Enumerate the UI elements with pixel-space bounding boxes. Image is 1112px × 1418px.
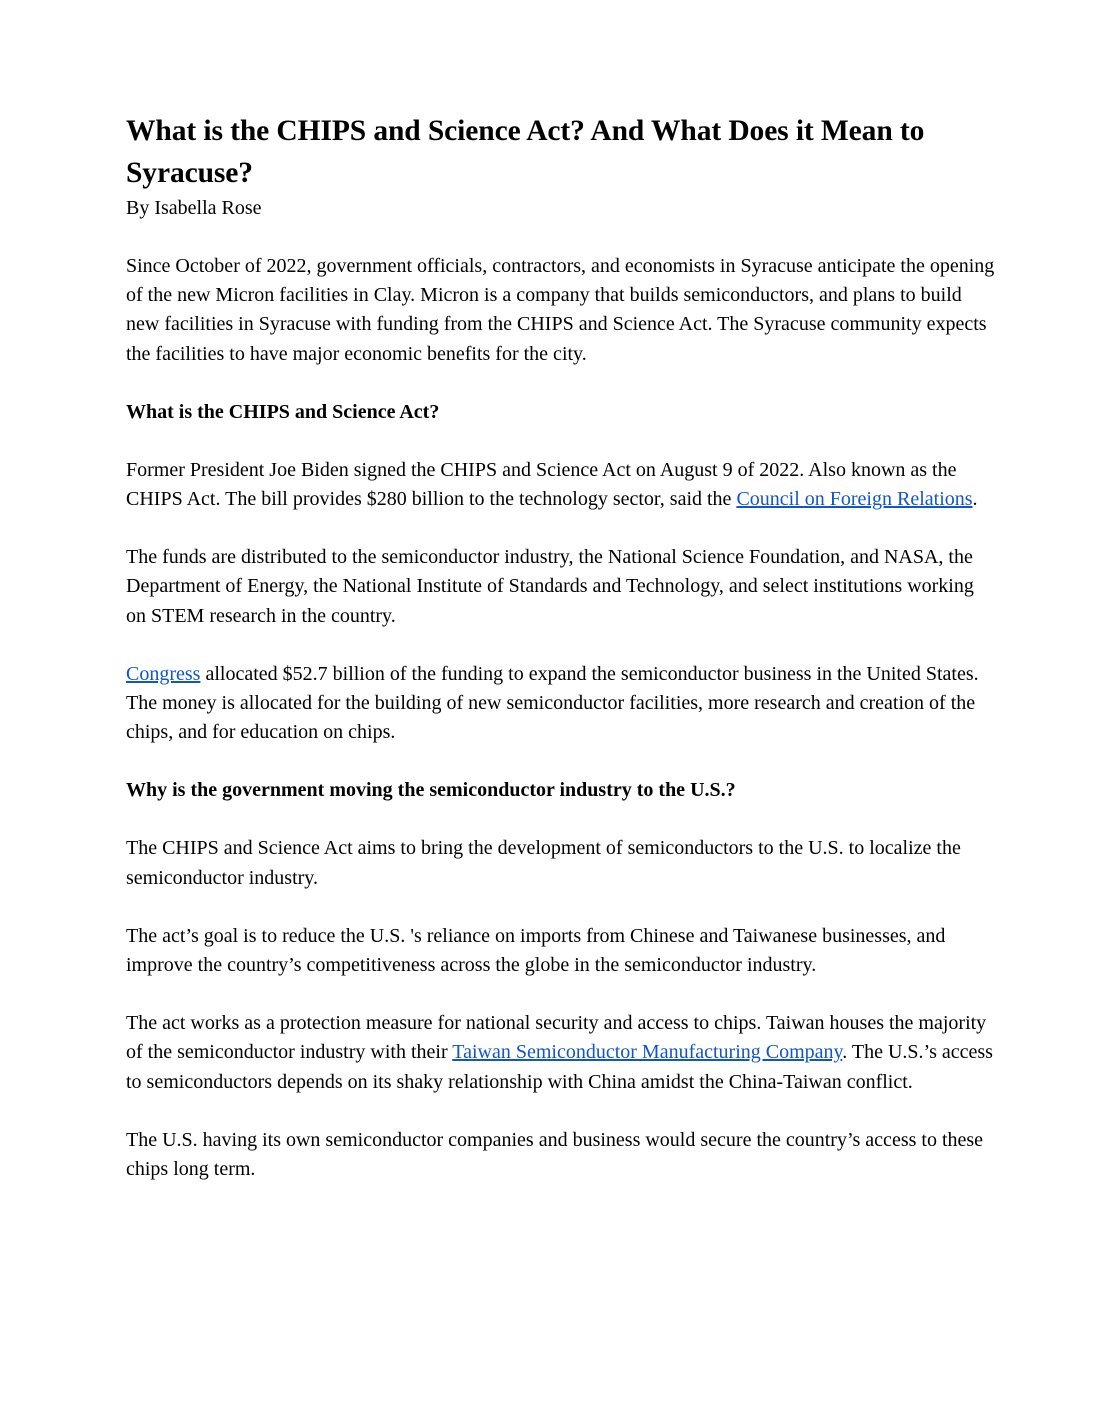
paragraph-act-goal: The act’s goal is to reduce the U.S. 's reliance on imports from Chinese and Taiwanese businesses, and improve the country’s competitiveness across the globe in the semiconductor industry. <box>126 924 946 977</box>
paragraph-congress-allocated <box>126 660 996 748</box>
spacer <box>126 631 996 660</box>
paragraph-national-security <box>126 1009 996 1097</box>
spacer <box>126 805 996 834</box>
paragraph-long-term: The U.S. having its own semiconductor companies and business would secure the country’s access to these chips long term. <box>126 1128 984 1181</box>
section-heading-chips-act: What is the CHIPS and Science Act? <box>126 400 440 423</box>
spacer <box>126 369 996 398</box>
article-byline: By Isabella Rose <box>126 197 262 219</box>
paragraph-text: Former President Joe Biden signed the CHIPS and Science Act on August 9 of 2022. Also known as the CHIPS Act. The bill provides $280 billion to the technology sector, said the <box>126 458 957 511</box>
paragraph-text: The act works as a protection measure for national security and access to chips. Taiwan houses the majority of the semiconductor industry with their <box>126 1012 987 1064</box>
spacer <box>126 893 996 922</box>
spacer <box>126 514 996 543</box>
link-tsmc[interactable]: Taiwan Semiconductor Manufacturing Company <box>452 1041 843 1064</box>
paragraph-text: . <box>972 488 978 511</box>
paragraph-funds-distributed: The funds are distributed to the semiconductor industry, the National Science Foundation, and NASA, the Department of Energy, the National Institute of Standards and Technology, and select institutions working on STEM research in the country. <box>126 546 974 627</box>
spacer <box>126 223 996 252</box>
link-congress[interactable]: Congress <box>126 662 201 685</box>
paragraph-biden-signed <box>126 456 996 514</box>
paragraph-text: . The U.S.’s access to semiconductors depends on its shaky relationship with China amidst the China-Taiwan conflict. <box>126 1041 993 1093</box>
document-page <box>126 110 996 1184</box>
section-heading-why-move: Why is the government moving the semiconductor industry to the U.S.? <box>126 779 736 802</box>
intro-paragraph: Since October of 2022, government officials, contractors, and economists in Syracuse anticipate the opening of the new Micron facilities in Clay. Micron is a company that builds semiconductors, and plans to build new facilities in Syracuse with funding from the CHIPS and Science Act. The Syracuse community expects the facilities to have major economic benefits for the city. <box>126 255 995 365</box>
spacer <box>126 427 996 456</box>
spacer <box>126 1097 996 1126</box>
article-title: What is the CHIPS and Science Act? And What Does it Mean to Syracuse? <box>126 115 925 189</box>
paragraph-localize: The CHIPS and Science Act aims to bring the development of semiconductors to the U.S. to localize the semiconductor industry. <box>126 837 961 889</box>
paragraph-text: allocated $52.7 billion of the funding to expand the semiconductor business in the United States. The money is allocated for the building of new semiconductor facilities, more research and creation of the chips, and for education on chips. <box>126 662 979 744</box>
spacer <box>126 980 996 1009</box>
link-council-on-foreign-relations[interactable]: Council on Foreign Relations <box>736 488 973 511</box>
spacer <box>126 747 996 776</box>
